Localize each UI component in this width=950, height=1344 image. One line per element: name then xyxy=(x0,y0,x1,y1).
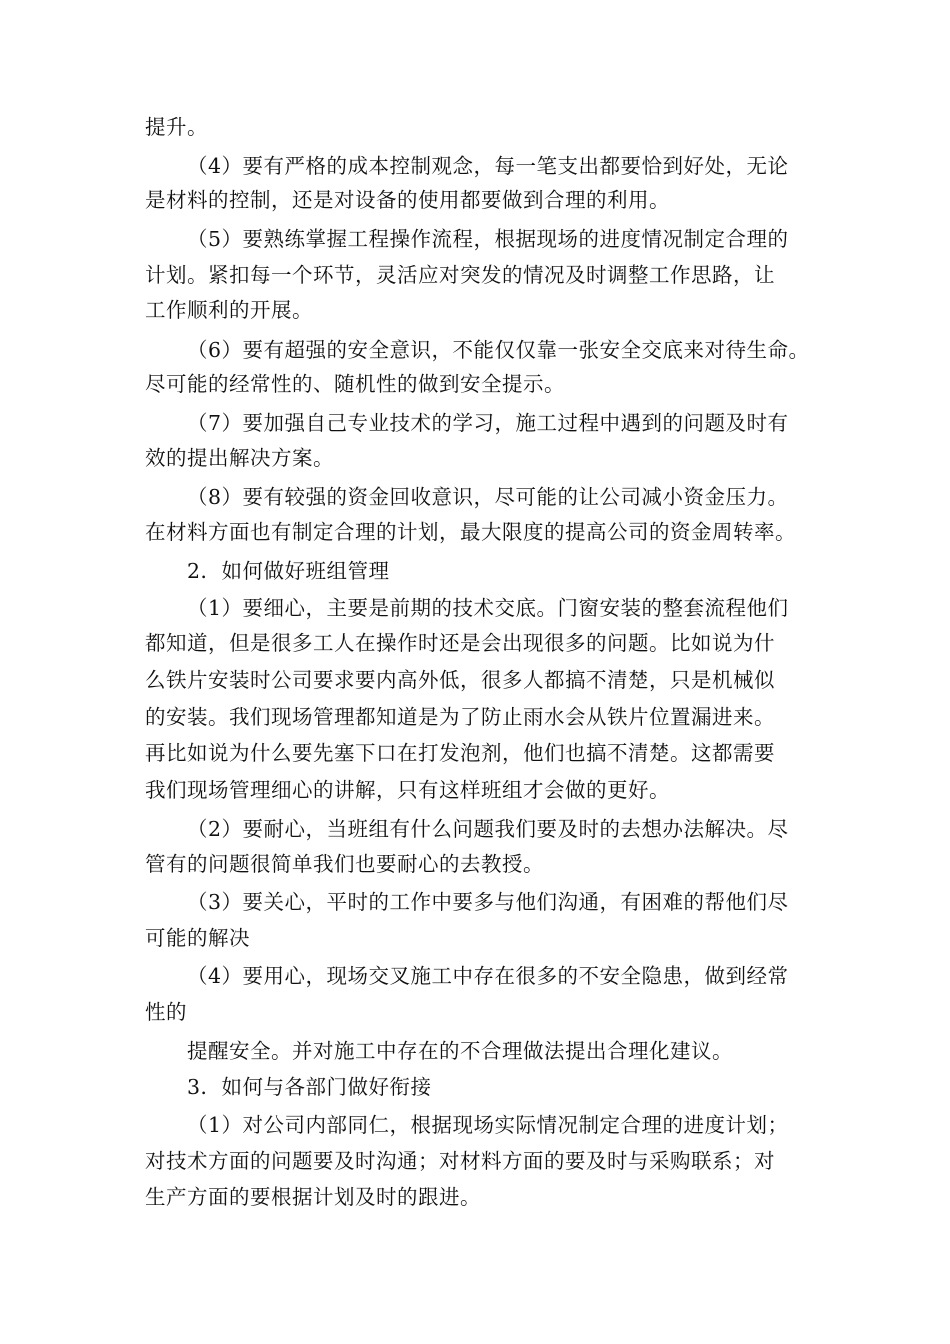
text-line: 管有的问题很简单我们也要耐心的去教授。 xyxy=(145,852,544,876)
text-line: （4）要用心，现场交叉施工中存在很多的不安全隐患，做到经常 xyxy=(187,964,789,988)
text-line: 都知道，但是很多工人在操作时还是会出现很多的问题。比如说为什 xyxy=(145,631,775,655)
text-line: （3）要关心，平时的工作中要多与他们沟通，有困难的帮他们尽 xyxy=(187,890,789,914)
section-heading: 2．如何做好班组管理 xyxy=(187,559,390,583)
text-line: 可能的解决 xyxy=(145,926,250,950)
text-line: （1）对公司内部同仁，根据现场实际情况制定合理的进度计划； xyxy=(187,1113,789,1137)
text-line: 再比如说为什么要先塞下口在打发泡剂，他们也搞不清楚。这都需要 xyxy=(145,741,775,765)
text-line: （7）要加强自己专业技术的学习，施工过程中遇到的问题及时有 xyxy=(187,411,789,435)
text-line: 提升。 xyxy=(145,115,208,139)
text-line: 是材料的控制，还是对设备的使用都要做到合理的利用。 xyxy=(145,188,670,212)
text-line: （2）要耐心，当班组有什么问题我们要及时的去想办法解决。尽 xyxy=(187,817,789,841)
text-line: 生产方面的要根据计划及时的跟进。 xyxy=(145,1185,481,1209)
text-line: 么铁片安装时公司要求要内高外低，很多人都搞不清楚，只是机械似 xyxy=(145,668,775,692)
text-line: （6）要有超强的安全意识，不能仅仅靠一张安全交底来对待生命。 xyxy=(187,338,810,362)
text-line: 对技术方面的问题要及时沟通；对材料方面的要及时与采购联系；对 xyxy=(145,1149,775,1173)
text-line: 效的提出解决方案。 xyxy=(145,446,334,470)
text-line: （4）要有严格的成本控制观念，每一笔支出都要恰到好处，无论 xyxy=(187,154,789,178)
text-line: （5）要熟练掌握工程操作流程，根据现场的进度情况制定合理的 xyxy=(187,227,789,251)
text-line: 尽可能的经常性的、随机性的做到安全提示。 xyxy=(145,372,565,396)
text-line: （8）要有较强的资金回收意识，尽可能的让公司减小资金压力。 xyxy=(187,485,789,509)
text-line: 工作顺利的开展。 xyxy=(145,298,313,322)
text-line: 性的 xyxy=(145,1000,187,1024)
section-heading: 3．如何与各部门做好衔接 xyxy=(187,1075,432,1099)
text-line: 的安装。我们现场管理都知道是为了防止雨水会从铁片位置漏进来。 xyxy=(145,705,775,729)
text-line: 我们现场管理细心的讲解，只有这样班组才会做的更好。 xyxy=(145,778,670,802)
text-line: 计划。紧扣每一个环节，灵活应对突发的情况及时调整工作思路，让 xyxy=(145,263,775,287)
text-line: （1）要细心，主要是前期的技术交底。门窗安装的整套流程他们 xyxy=(187,596,789,620)
text-line: 提醒安全。并对施工中存在的不合理做法提出合理化建议。 xyxy=(187,1039,733,1063)
text-line: 在材料方面也有制定合理的计划，最大限度的提高公司的资金周转率。 xyxy=(145,520,796,544)
